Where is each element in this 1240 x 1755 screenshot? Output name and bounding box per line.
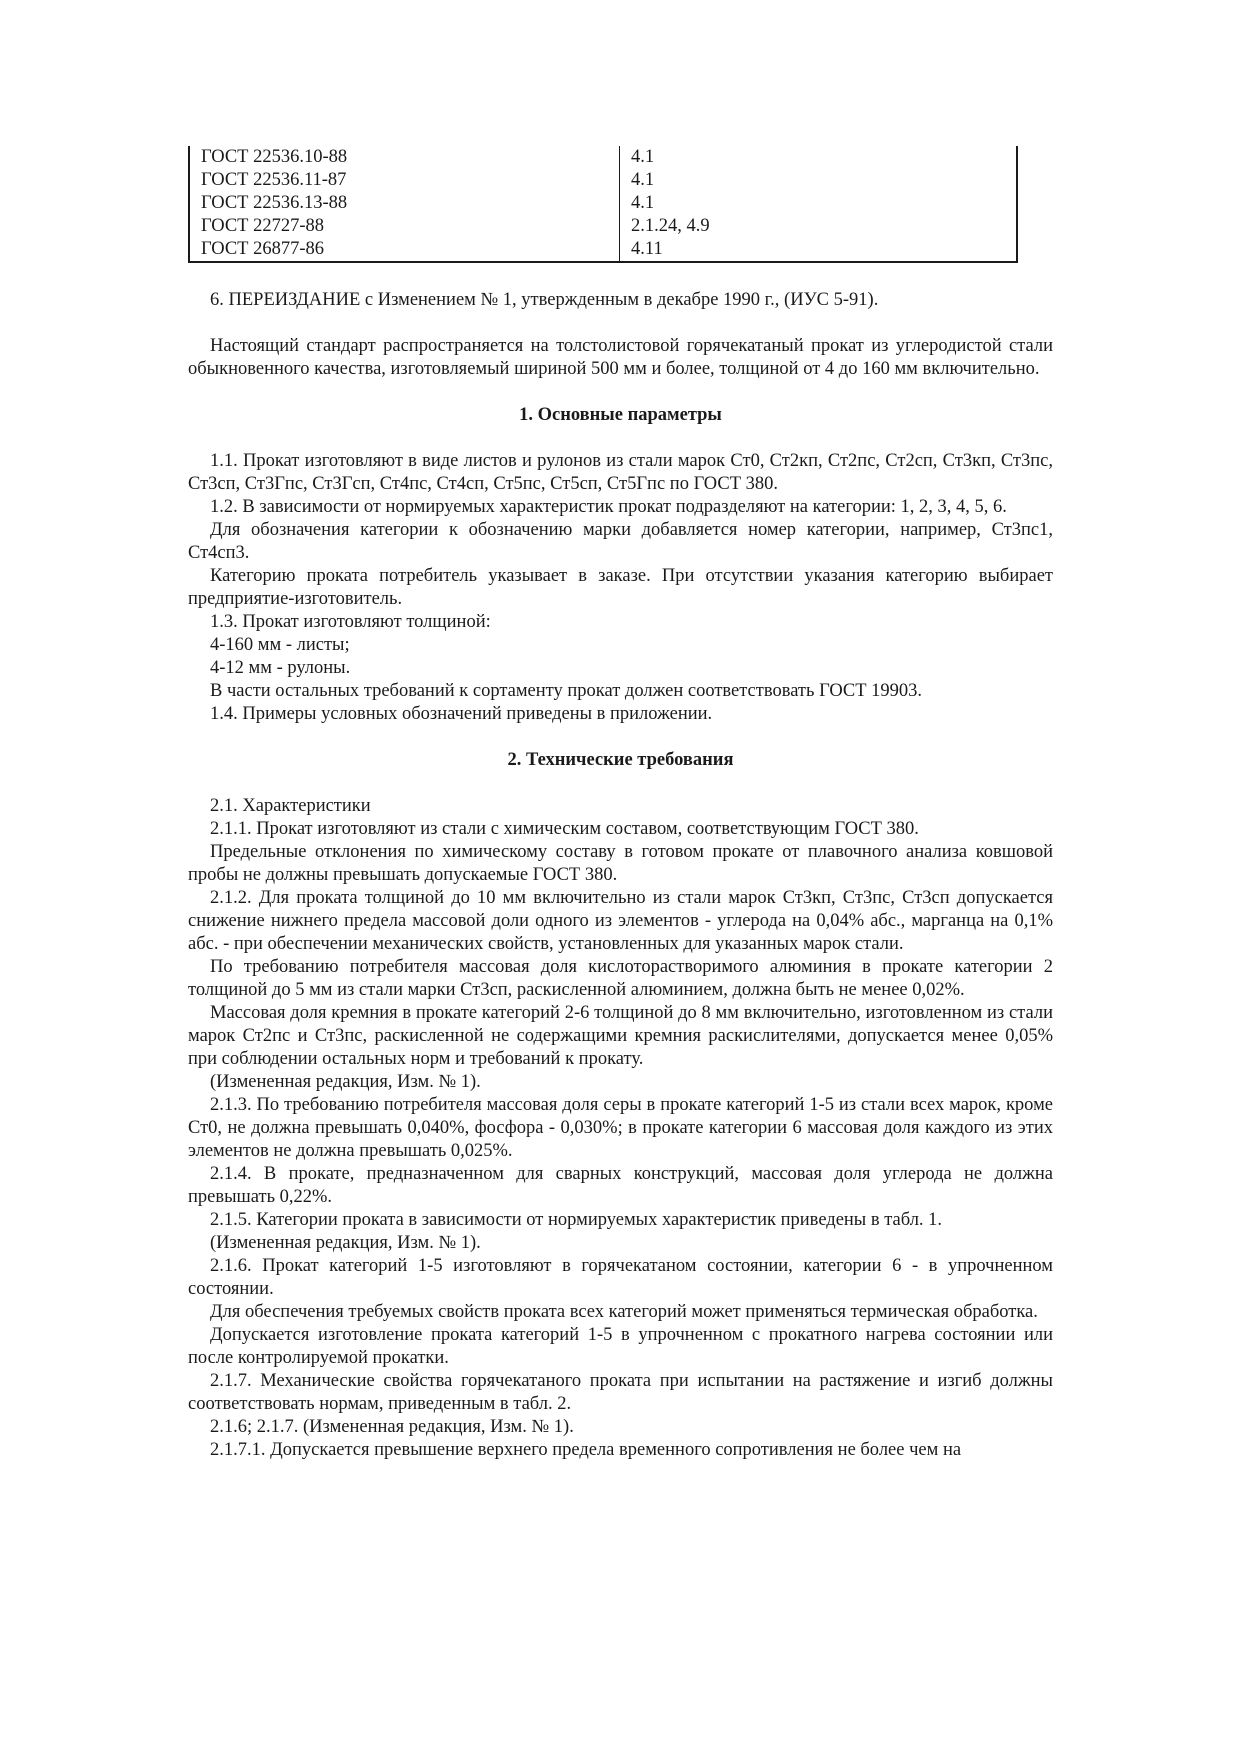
paragraph: 2.1.7. Механические свойства горячекатаного проката при испытании на растяжение и изгиб должны соответствовать нормам, приведенным в табл. 2.: [188, 1371, 1053, 1414]
section-1-body: [188, 450, 1053, 726]
paragraph: 4-12 мм - рулоны.: [210, 658, 351, 678]
reference-table: [188, 146, 1018, 263]
paragraph: 1.2. В зависимости от нормируемых характеристик прокат подразделяют на категории: 1, 2, 3, 4, 5, 6.: [210, 497, 1007, 517]
table-row: [189, 146, 1017, 169]
scope-paragraph: Настоящий стандарт распространяется на толстолистовой горячекатаный прокат из углеродистой стали обыкновенного качества, изготовляемый шириной 500 мм и более, толщиной от 4 до 160 мм включительно.: [188, 336, 1053, 379]
paragraph: Допускается изготовление проката категорий 1-5 в упрочненном с прокатного нагрева состоянии или после контролируемой прокатки.: [188, 1325, 1053, 1368]
paragraph: (Измененная редакция, Изм. № 1).: [210, 1233, 481, 1253]
table-cell-item: 4.1: [620, 192, 1018, 215]
table-cell-doc: ГОСТ 22536.11-87: [189, 169, 620, 192]
paragraph: 2.1.5. Категории проката в зависимости от нормируемых характеристик приведены в табл. 1.: [210, 1210, 943, 1230]
table-cell-doc: ГОСТ 22536.13-88: [189, 192, 620, 215]
paragraph: (Измененная редакция, Изм. № 1).: [210, 1072, 481, 1092]
paragraph: 4-160 мм - листы;: [210, 635, 350, 655]
paragraph: 2.1.3. По требованию потребителя массовая доля серы в прокате категорий 1-5 из стали всех марок, кроме Ст0, не должна превышать 0,040%, фосфора - 0,030%; в прокате категории 6 массовая доля каждого из этих элементов не должна превышать 0,025%.: [188, 1095, 1053, 1161]
document-page: [188, 146, 1053, 1462]
section-2-heading: 2. Технические требования: [507, 750, 734, 770]
paragraph: Для обозначения категории к обозначению марки добавляется номер категории, например, Ст3пс1, Ст4сп3.: [188, 520, 1053, 563]
paragraph: Для обеспечения требуемых свойств проката всех категорий может применяться термическая обработка.: [210, 1302, 1038, 1322]
table-row: [189, 192, 1017, 215]
table-cell-item: 2.1.24, 4.9: [620, 215, 1018, 238]
paragraph: 2.1.7.1. Допускается превышение верхнего предела временного сопротивления не более чем на: [210, 1440, 962, 1460]
table-cell-doc: ГОСТ 26877-86: [189, 238, 620, 262]
table-row: [189, 238, 1017, 262]
table-cell-doc: ГОСТ 22727-88: [189, 215, 620, 238]
table-cell-doc: ГОСТ 22536.10-88: [189, 146, 620, 169]
paragraph: Предельные отклонения по химическому составу в готовом прокате от плавочного анализа ковшовой пробы не должны превышать допускаемые ГОСТ 380.: [188, 842, 1053, 885]
paragraph: 2.1. Характеристики: [210, 796, 371, 816]
table-row: [189, 215, 1017, 238]
table-cell-item: 4.11: [620, 238, 1018, 262]
table-cell-item: 4.1: [620, 146, 1018, 169]
reissue-note: 6. ПЕРЕИЗДАНИЕ с Изменением № 1, утвержденным в декабре 1990 г., (ИУС 5-91).: [210, 290, 879, 310]
paragraph: 2.1.6. Прокат категорий 1-5 изготовляют в горячекатаном состоянии, категории 6 - в упрочненном состоянии.: [188, 1256, 1053, 1299]
paragraph: 1.4. Примеры условных обозначений приведены в приложении.: [210, 704, 713, 724]
table-row: [189, 169, 1017, 192]
paragraph: 1.1. Прокат изготовляют в виде листов и рулонов из стали марок Ст0, Ст2кп, Ст2пс, Ст2сп, Ст3кп, Ст3пс, Ст3сп, Ст3Гпс, Ст3Гсп, Ст4пс, Ст4сп, Ст5пс, Ст5сп, Ст5Гпс по ГОСТ 380.: [188, 451, 1053, 494]
paragraph: 2.1.4. В прокате, предназначенном для сварных конструкций, массовая доля углерода не должна превышать 0,22%.: [188, 1164, 1053, 1207]
table-cell-item: 4.1: [620, 169, 1018, 192]
paragraph: 1.3. Прокат изготовляют толщиной:: [210, 612, 491, 632]
paragraph: Массовая доля кремния в прокате категорий 2-6 толщиной до 8 мм включительно, изготовленном из стали марок Ст2пс и Ст3пс, раскисленной не содержащими кремния раскислителями, допускается менее 0,05% при соблюдении остальных норм и требований к прокату.: [188, 1003, 1053, 1069]
paragraph: 2.1.2. Для проката толщиной до 10 мм включительно из стали марок Ст3кп, Ст3пс, Ст3сп допускается снижение нижнего предела массовой доли одного из элементов - углерода на 0,04% абс., марганца на 0,1% абс. - при обеспечении механических свойств, установленных для указанных марок стали.: [188, 888, 1053, 954]
paragraph: По требованию потребителя массовая доля кислоторастворимого алюминия в прокате категории 2 толщиной до 5 мм из стали марки Ст3сп, раскисленной алюминием, должна быть не менее 0,02%.: [188, 957, 1053, 1000]
paragraph: 2.1.6; 2.1.7. (Измененная редакция, Изм. № 1).: [210, 1417, 574, 1437]
paragraph: Категорию проката потребитель указывает в заказе. При отсутствии указания категорию выбирает предприятие-изготовитель.: [188, 566, 1053, 609]
paragraph: В части остальных требований к сортаменту прокат должен соответствовать ГОСТ 19903.: [210, 681, 923, 701]
section-2-body: [188, 795, 1053, 1462]
paragraph: 2.1.1. Прокат изготовляют из стали с химическим составом, соответствующим ГОСТ 380.: [210, 819, 919, 839]
section-1-heading: 1. Основные параметры: [519, 405, 722, 425]
